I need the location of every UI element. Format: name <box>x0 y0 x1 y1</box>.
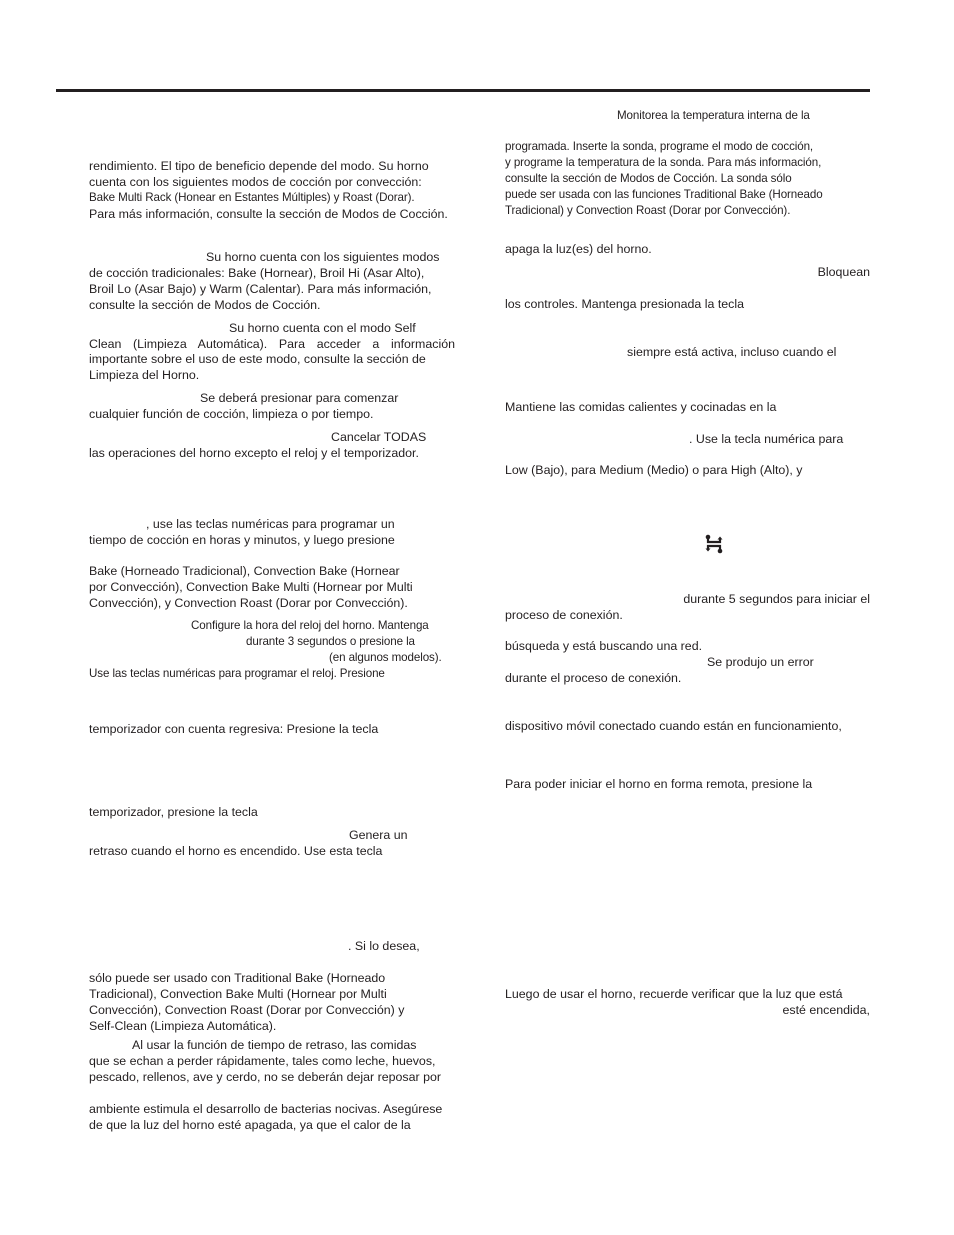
text-line: apaga la luz(es) del horno. <box>505 242 652 256</box>
text-line: Limpieza del Horno. <box>89 368 200 382</box>
text-line: durante el proceso de conexión. <box>505 671 682 685</box>
text-line: Para poder iniciar el horno en forma remota, presione la <box>505 777 813 791</box>
text-line: durante 5 segundos para iniciar el <box>683 592 870 606</box>
text-line: Clean (Limpieza Automática). Para acceder a información <box>89 337 455 351</box>
text-line: Al usar la función de tiempo de retraso, las comidas <box>132 1038 417 1052</box>
text-line: esté encendida, <box>782 1003 870 1017</box>
text-line: programada. Inserte la sonda, programe el modo de cocción, <box>505 140 814 153</box>
text-line: las operaciones del horno excepto el reloj y el temporizador. <box>89 446 419 460</box>
text-line: siempre está activa, incluso cuando el <box>627 345 837 359</box>
text-line: Mantiene las comidas calientes y cocinadas en la <box>505 400 777 414</box>
text-line: rendimiento. El tipo de beneficio depende del modo. Su horno <box>89 159 429 173</box>
text-line: importante sobre el uso de este modo, consulte la sección de <box>89 352 426 366</box>
text-line: Convección), Convection Roast (Dorar por Convección) y <box>89 1003 405 1017</box>
text-line: Luego de usar el horno, recuerde verificar que la luz que está <box>505 987 843 1001</box>
text-line: Tradicional) y Convection Roast (Dorar por Convección). <box>505 204 791 217</box>
text-line: puede ser usada con las funciones Traditional Bake (Horneado <box>505 188 823 201</box>
text-line: durante 3 segundos o presione la <box>246 635 415 648</box>
text-line: pescado, rellenos, ave y cerdo, no se deberán dejar reposar por <box>89 1070 441 1084</box>
text-line: . Use la tecla numérica para <box>689 432 844 446</box>
text-line: . Si lo desea, <box>348 939 420 953</box>
text-line: proceso de conexión. <box>505 608 623 622</box>
text-line: Broil Lo (Asar Bajo) y Warm (Calentar). Para más información, <box>89 282 432 296</box>
text-line: Monitorea la temperatura interna de la <box>617 109 810 122</box>
text-line: Convección), y Convection Roast (Dorar por Convección). <box>89 596 408 610</box>
text-line: los controles. Mantenga presionada la tecla <box>505 297 745 311</box>
text-line: dispositivo móvil conectado cuando están en funcionamiento, <box>505 719 842 733</box>
text-line: temporizador, presione la tecla <box>89 805 258 819</box>
text-line: Cancelar TODAS <box>331 430 427 444</box>
text-line: , use las teclas numéricas para programar un <box>146 517 395 531</box>
text-line: Self-Clean (Limpieza Automática). <box>89 1019 277 1033</box>
remote-connect-icon <box>704 534 724 554</box>
text-line: Su horno cuenta con el modo Self <box>229 321 416 335</box>
text-line: de cocción tradicionales: Bake (Hornear), Broil Hi (Asar Alto), <box>89 266 425 280</box>
text-line: cuenta con los siguientes modos de cocción por convección: <box>89 175 422 189</box>
text-line: Para más información, consulte la sección de Modos de Cocción. <box>89 207 448 221</box>
header-rule <box>56 89 870 92</box>
text-line: por Convección), Convection Bake Multi (Hornear por Multi <box>89 580 413 594</box>
text-line: Se produjo un error <box>707 655 814 669</box>
text-line: de que la luz del horno esté apagada, ya que el calor de la <box>89 1118 411 1132</box>
text-line: Tradicional), Convection Bake Multi (Hornear por Multi <box>89 987 387 1001</box>
text-line: Configure la hora del reloj del horno. Mantenga <box>191 619 429 632</box>
text-line: búsqueda y está buscando una red. <box>505 639 703 653</box>
text-line: Use las teclas numéricas para programar el reloj. Presione <box>89 667 385 680</box>
text-line: que se echan a perder rápidamente, tales como leche, huevos, <box>89 1054 436 1068</box>
text-line: tiempo de cocción en horas y minutos, y luego presione <box>89 533 395 547</box>
text-line: consulte la sección de Modos de Cocción. La sonda sólo <box>505 172 792 185</box>
text-line: Bloquean <box>817 265 870 279</box>
text-line: y programe la temperatura de la sonda. Para más información, <box>505 156 822 169</box>
text-line: Su horno cuenta con los siguientes modos <box>206 250 440 264</box>
text-line: retraso cuando el horno es encendido. Use esta tecla <box>89 844 383 858</box>
text-line: cualquier función de cocción, limpieza o por tiempo. <box>89 407 374 421</box>
text-line: Bake Multi Rack (Honear en Estantes Múltiples) y Roast (Dorar). <box>89 191 415 204</box>
text-line: Bake (Horneado Tradicional), Convection Bake (Hornear <box>89 564 400 578</box>
text-line: consulte la sección de Modos de Cocción. <box>89 298 321 312</box>
text-line: sólo puede ser usado con Traditional Bake (Horneado <box>89 971 386 985</box>
text-line: Low (Bajo), para Medium (Medio) o para High (Alto), y <box>505 463 803 477</box>
text-line: temporizador con cuenta regresiva: Presione la tecla <box>89 722 379 736</box>
text-line: Se deberá presionar para comenzar <box>200 391 399 405</box>
text-line: (en algunos modelos). <box>329 651 442 664</box>
text-line: Genera un <box>349 828 408 842</box>
text-line: ambiente estimula el desarrollo de bacterias nocivas. Asegúrese <box>89 1102 443 1116</box>
